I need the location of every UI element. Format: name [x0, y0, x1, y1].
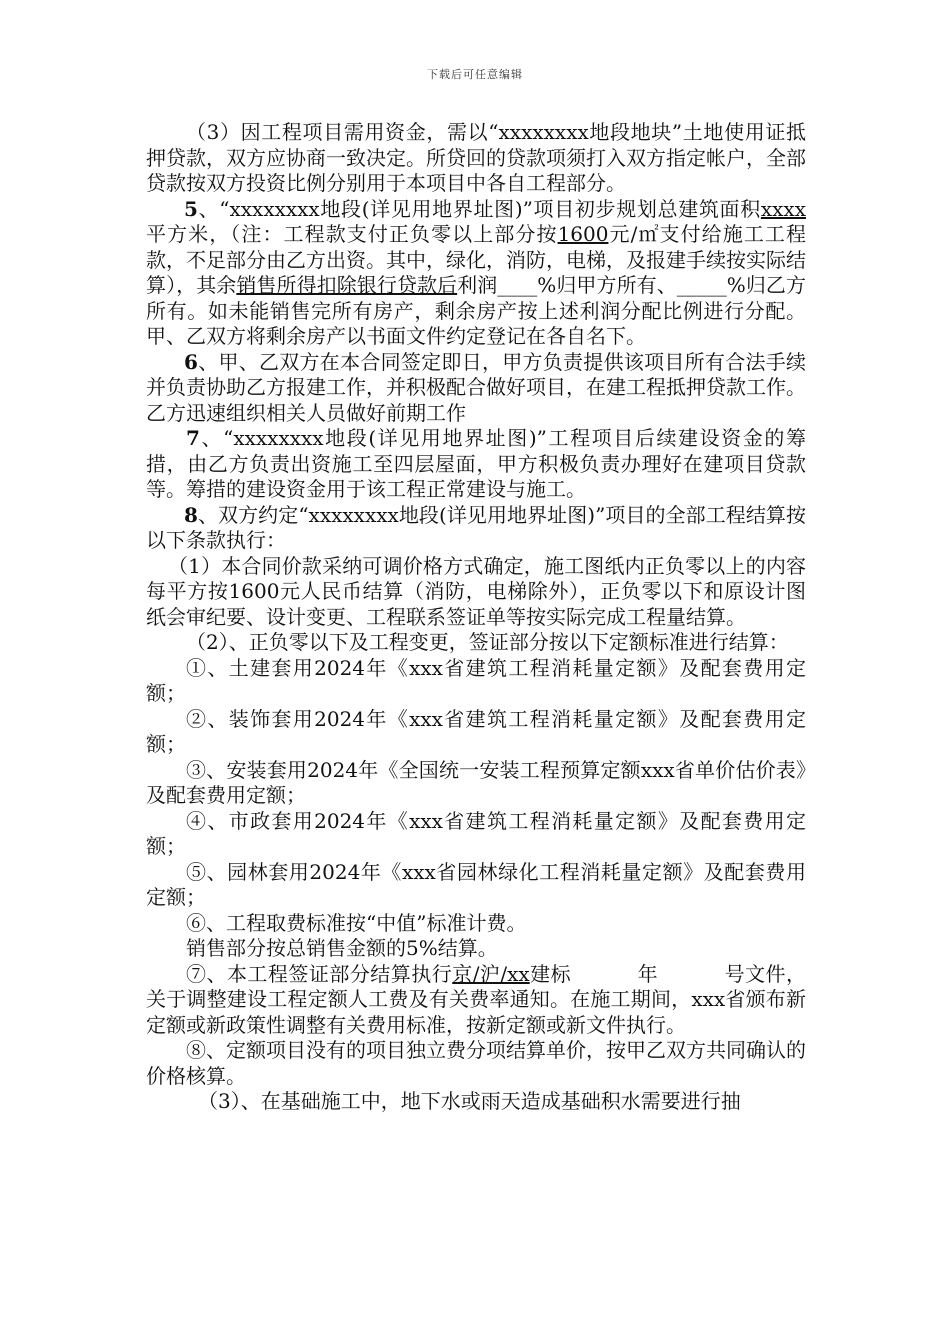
clause-text: 建标 [529, 961, 572, 986]
quota-item-1: ①、土建套用2024年《xxx省建筑工程消耗量定额》及配套费用定额； [146, 655, 806, 705]
clause-7-funding [146, 426, 806, 503]
blank-party-b-share: _____ [676, 273, 727, 297]
clause-number: 6 [184, 349, 198, 374]
clause-text: 、甲、乙双方在本合同签定即日，甲方负责提供该项目所有合法手续并负责协助乙方报建工作，并积极配合做好项目，在建工程抵押贷款工作。乙方迅速组织相关人员做好前期工作 [146, 349, 806, 425]
clause-text: 号文件，关于调整建设工程定额人工费及有关费率通知。在施工期间，xxx省颁布新定额或新政策性调整有关费用标准，按新定额或新文件执行。 [146, 961, 807, 1037]
blank-party-a-share: ____ [497, 273, 538, 297]
sales-settlement: 销售部分按总销售金额的5%结算。 [186, 936, 498, 960]
city-code: 京/沪/xx [452, 961, 530, 986]
contract-body [146, 120, 806, 1115]
year-label: 年 [637, 961, 659, 986]
clause-text: %归甲方所有、 [537, 273, 677, 297]
quota-item-2: ②、装饰套用2024年《xxx省建筑工程消耗量定额》及配套费用定额； [146, 706, 806, 756]
clause-number: 7 [186, 426, 200, 450]
clause-8-2-quota-standards: （2）、正负零以下及工程变更，签证部分按以下定额标准进行结算： [186, 630, 789, 654]
profit-basis: 销售所得扣除银行贷款后 [236, 273, 458, 297]
quota-item-6: ⑥、工程取费标准按“中值”标准计费。 [186, 910, 527, 935]
clause-5-area-and-profit [146, 197, 806, 350]
clause-8-3-dewatering: （3）、在基础施工中，地下水或雨天造成基础积水需要进行抽 [198, 1089, 741, 1113]
area-value: xxxx [760, 196, 806, 221]
page-header: 下载后可任意编辑 [427, 68, 523, 81]
clause-8-1-pricing: （1）本合同价款采纳可调价格方式确定，施工图纸内正负零以上的内容每平方按1600元人民币结算（消防，电梯除外），正负零以下和原设计图纸会审纪要、设计变更、工程联系签证单等按实际完成工程量结算。 [146, 553, 806, 629]
clause-text: 、双方约定“xxxxxxxx地段(详见用地界址图)”项目的全部工程结算按以下条款执行： [146, 502, 806, 552]
quota-item-8: ⑧、定额项目没有的项目独立费分项结算单价，按甲乙双方共同确认的价格核算。 [146, 1038, 806, 1088]
clause-text: %归乙方所有。如未能销售完所有房产，剩余房产按上述利润分配比例进行分配。甲、乙双方将剩余房产以书面文件约定登记在各自名下。 [146, 273, 806, 348]
clause-text: ⑦、本工程签证部分结算执行 [186, 961, 453, 986]
clause-text: 平方米，（注：工程款支付正负零以上部分按 [146, 222, 558, 246]
clause-6-procedures [146, 350, 806, 427]
quota-item-3: ③、安装套用2024年《全国统一安装工程预算定额xxx省单价估价表》及配套费用定额； [146, 757, 806, 807]
clause-text: 、“xxxxxxxx地段(详见用地界址图)”项目初步规划总建筑面积 [197, 196, 761, 221]
clause-text: 利润 [457, 273, 498, 297]
clause-text: 元/㎡支付给施工工程款，不足部分由乙方出资。其中，绿化，消防，电梯，及报建手续按实际结算），其余 [146, 222, 806, 297]
clause-3-land-mortgage: （3）因工程项目需用资金，需以“xxxxxxxx地段地块”土地使用证抵押贷款，双方应协商一致决定。所贷回的贷款项须打入双方指定帐户，全部贷款按双方投资比例分别用于本项目中各自工程部分。 [146, 120, 806, 195]
quota-item-5: ⑤、园林套用2024年《xxx省园林绿化工程消耗量定额》及配套费用定额； [146, 859, 806, 909]
quota-item-4: ④、市政套用2024年《xxx省建筑工程消耗量定额》及配套费用定额； [146, 808, 806, 858]
price-value: 1600 [557, 222, 609, 246]
clause-8-settlement [146, 503, 806, 554]
clause-text: 、“xxxxxxxx地段(详见用地界址图)”工程项目后续建设资金的筹措，由乙方负责出资施工至四层屋面，甲方积极负责办理好在建项目贷款等。筹措的建设资金用于该工程正常建设与施工。 [146, 426, 806, 501]
clause-number: 8 [184, 502, 198, 527]
quota-item-7 [146, 962, 806, 1039]
clause-number: 5 [184, 196, 198, 221]
